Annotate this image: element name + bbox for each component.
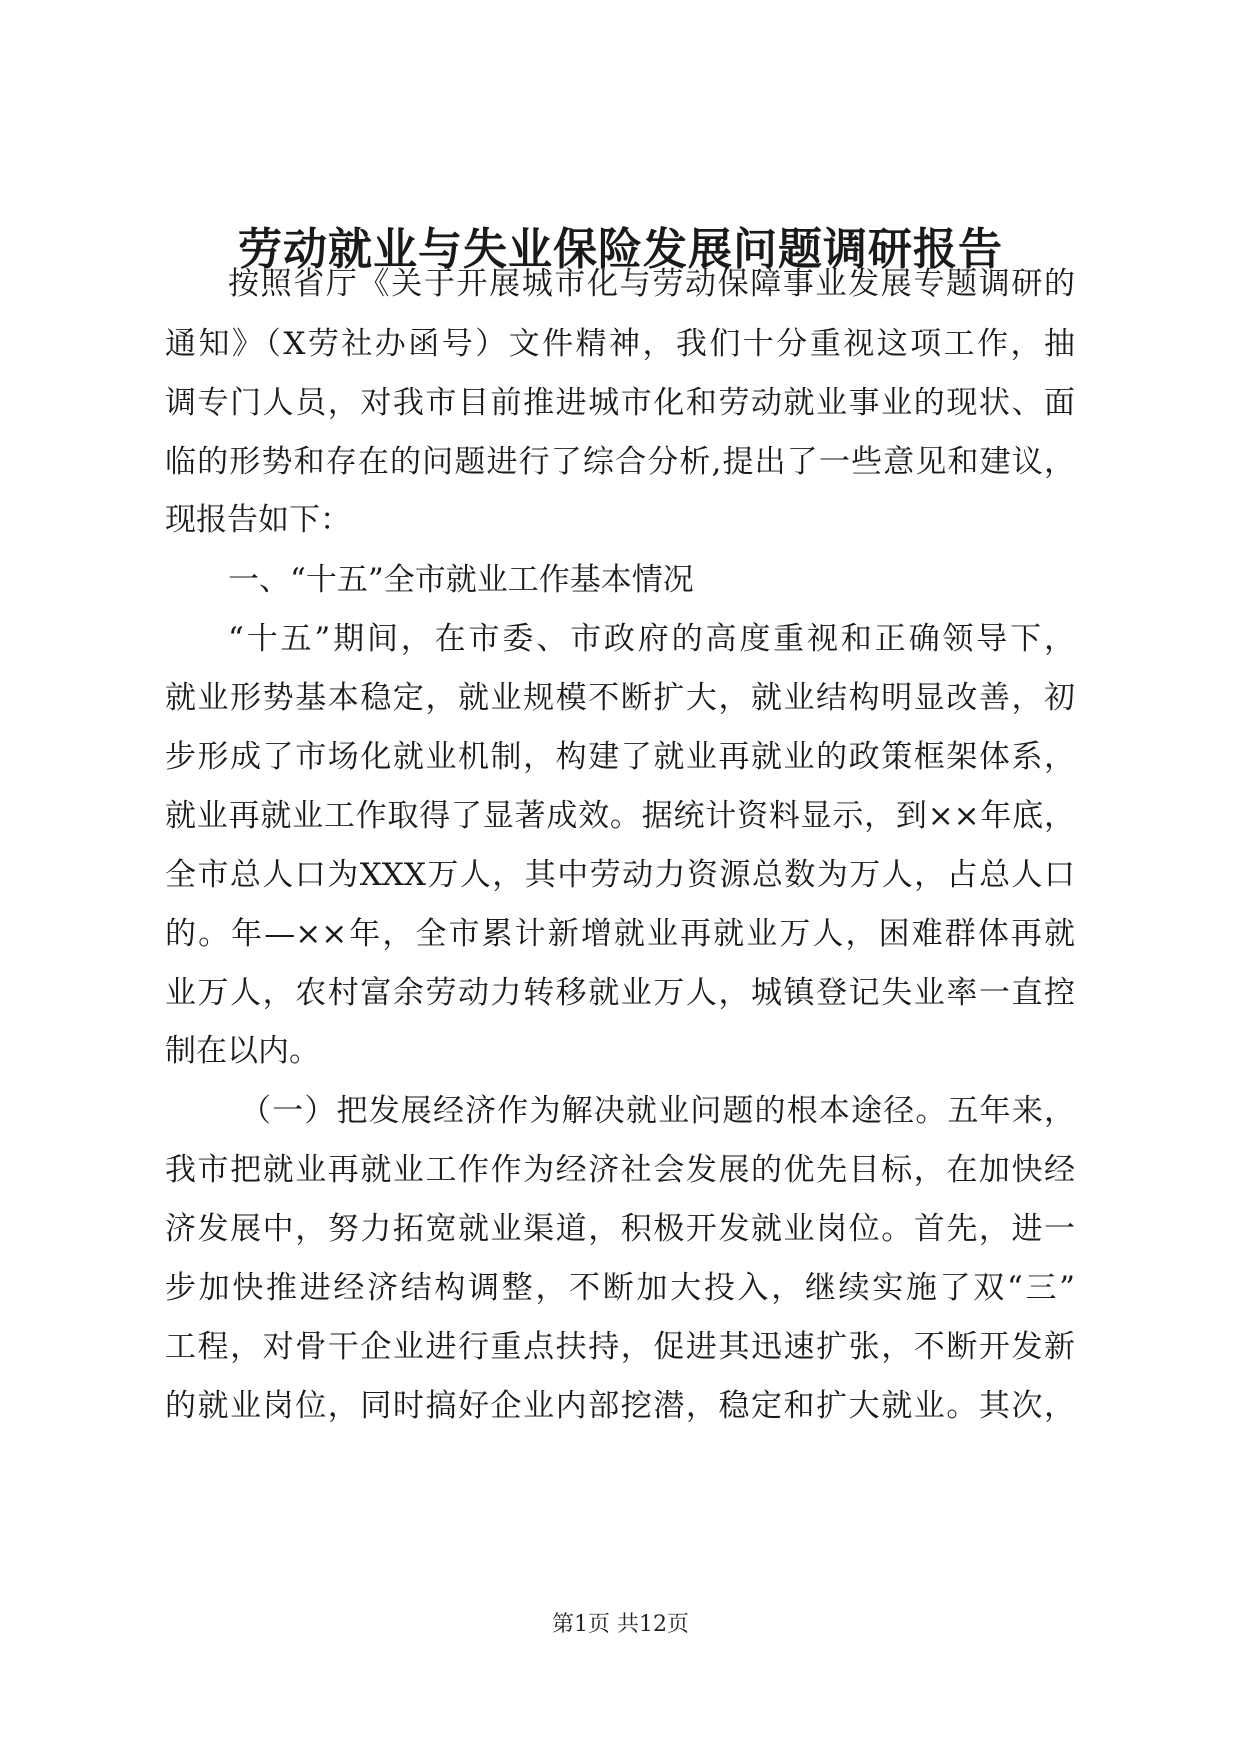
body-line-16: 我市把就业再就业工作作为经济社会发展的优先目标，在加快经: [165, 1152, 1075, 1188]
body-line-5: 现报告如下：: [165, 502, 351, 538]
body-line-14: 制在以内。: [165, 1033, 320, 1069]
body-line-19: 工程，对骨干企业进行重点扶持，促进其迅速扩张，不断开发新: [165, 1329, 1075, 1365]
body-line-4: 临的形势和存在的问题进行了综合分析,提出了一些意见和建议，: [165, 444, 1075, 480]
body-line-7: “十五”期间，在市委、市政府的高度重视和正确领导下，: [228, 621, 1075, 657]
body-line-9: 步形成了市场化就业机制，构建了就业再就业的政策框架体系，: [165, 739, 1075, 775]
body-line-13: 业万人，农村富余劳动力转移就业万人，城镇登记失业率一直控: [165, 975, 1075, 1011]
body-line-17: 济发展中，努力拓宽就业渠道，积极开发就业岗位。首先，进一: [165, 1211, 1075, 1247]
body-line-20: 的就业岗位，同时搞好企业内部挖潜，稳定和扩大就业。其次，: [165, 1388, 1075, 1424]
body-line-11: 全市总人口为XXX万人，其中劳动力资源总数为万人，占总人口: [165, 857, 1075, 893]
body-line-18: 步加快推进经济结构调整，不断加大投入，继续实施了双“三”: [165, 1270, 1075, 1306]
body-line-12: 的。年—××年，全市累计新增就业再就业万人，困难群体再就: [165, 916, 1075, 952]
page-number-footer: 第1页 共12页: [552, 1612, 689, 1637]
document-title: 劳动就业与失业保险发展问题调研报告: [238, 224, 1003, 275]
body-line-15: （一）把发展经济作为解决就业问题的根本途径。五年来，: [240, 1093, 1075, 1129]
section-heading-1: 一、“十五”全市就业工作基本情况: [228, 562, 694, 598]
body-line-3: 调专门人员，对我市目前推进城市化和劳动就业事业的现状、面: [165, 385, 1075, 421]
body-line-10: 就业再就业工作取得了显著成效。据统计资料显示，到××年底，: [165, 798, 1075, 834]
body-line-8: 就业形势基本稳定，就业规模不断扩大，就业结构明显改善，初: [165, 680, 1075, 716]
body-line-2: 通知》（X劳社办函号）文件精神，我们十分重视这项工作，抽: [165, 326, 1075, 362]
body-line-1: 按照省厅《关于开展城市化与劳动保障事业发展专题调研的: [228, 266, 1075, 302]
